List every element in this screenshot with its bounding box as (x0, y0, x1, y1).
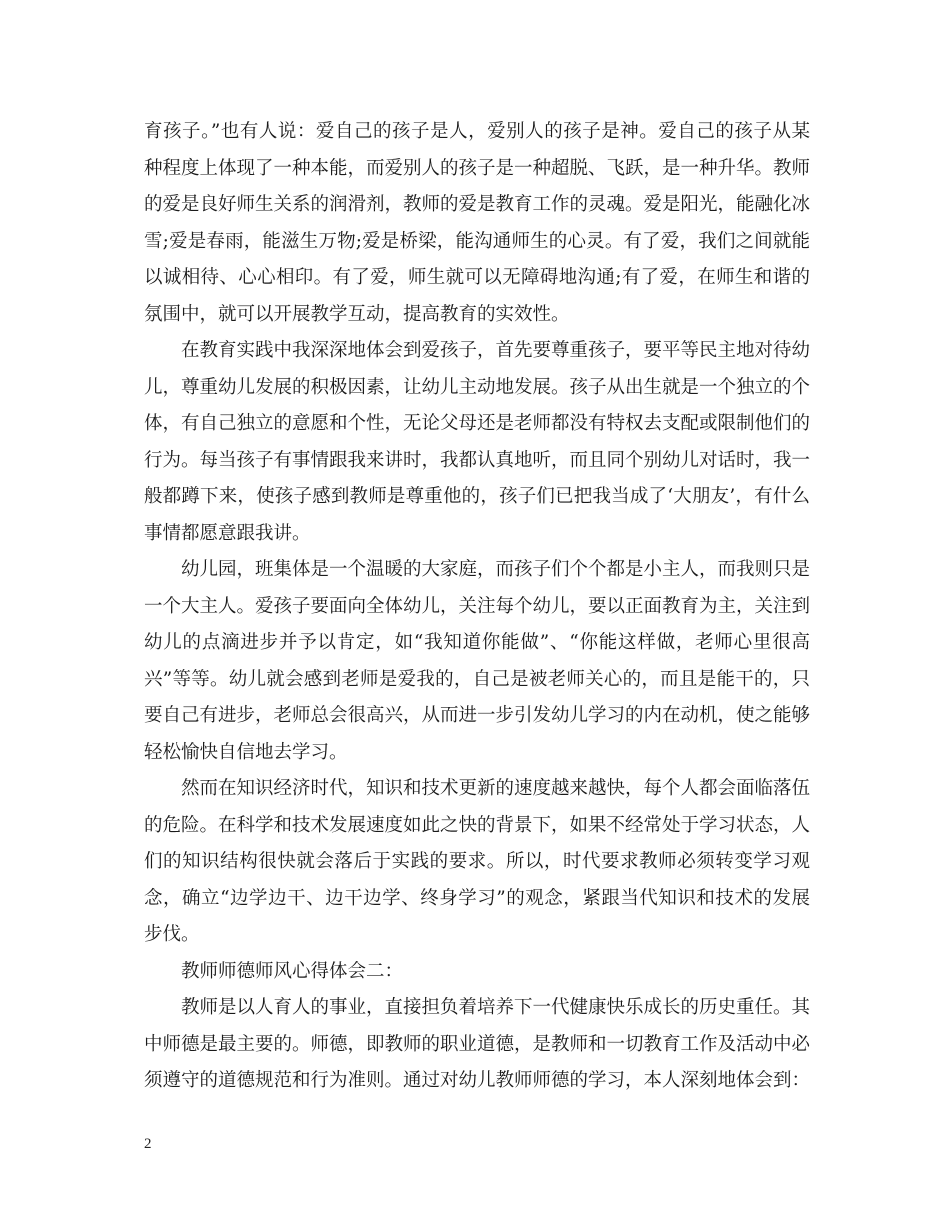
paragraph-teacher-ethics: 教师是以人育人的事业，直接担负着培养下一代健康快乐成长的历史重任。其中师德是最主要的。师德，即教师的职业道德，是教师和一切教育工作及活动中必须遵守的道德规范和行为准则。通过对幼儿教师师德的学习，本人深刻地体会到： (144, 997, 811, 1091)
document-body (144, 114, 810, 1100)
paragraph-kindergarten-family: 幼儿园，班集体是一个温暖的大家庭，而孩子们个个都是小主人，而我则只是一个大主人。爱孩子要面向全体幼儿，关注每个幼儿，要以正面教育为主，关注到幼儿的点滴进步并予以肯定，如“我知道你能做”、“你能这样做，老师心里很高兴”等等。幼儿就会感到老师是爱我的，自己是被老师关心的，而且是能干的，只要自己有进步，老师总会很高兴，从而进一步引发幼儿学习的内在动机，使之能够轻松愉快自信地去学习。 (144, 559, 811, 763)
paragraph-knowledge-economy: 然而在知识经济时代，知识和技术更新的速度越来越快，每个人都会面临落伍的危险。在科学和技术发展速度如此之快的背景下，如果不经常处于学习状态，人们的知识结构很快就会落后于实践的要求。所以，时代要求教师必须转变学习观念，确立“边学边干、边干边学、终身学习”的观念，紧跟当代知识和技术的发展步伐。 (144, 778, 811, 945)
paragraph-respect-children: 在教育实践中我深深地体会到爱孩子，首先要尊重孩子，要平等民主地对待幼儿，尊重幼儿发展的积极因素，让幼儿主动地发展。孩子从出生就是一个独立的个体，有自己独立的意愿和个性，无论父母还是老师都没有特权去支配或限制他们的行为。每当孩子有事情跟我来讲时，我都认真地听，而且同个别幼儿对话时，我一般都蹲下来，使孩子感到教师是尊重他的，孩子们已把我当成了‘大朋友’，有什么事情都愿意跟我讲。 (144, 340, 811, 544)
section-heading: 教师师德师风心得体会二： (181, 960, 404, 982)
page-number: 2 (144, 1136, 152, 1152)
paragraph-continuation: 育孩子。”也有人说：爱自己的孩子是人，爱别人的孩子是神。爱自己的孩子从某种程度上体现了一种本能，而爱别人的孩子是一种超脱、飞跃，是一种升华。教师的爱是良好师生关系的润滑剂，教师的爱是教育工作的灵魂。爱是阳光，能融化冰雪;爱是春雨，能滋生万物;爱是桥梁，能沟通师生的心灵。有了爱，我们之间就能以诚相待、心心相印。有了爱，师生就可以无障碍地沟通;有了爱，在师生和谐的氛围中，就可以开展教学互动，提高教育的实效性。 (144, 121, 811, 325)
